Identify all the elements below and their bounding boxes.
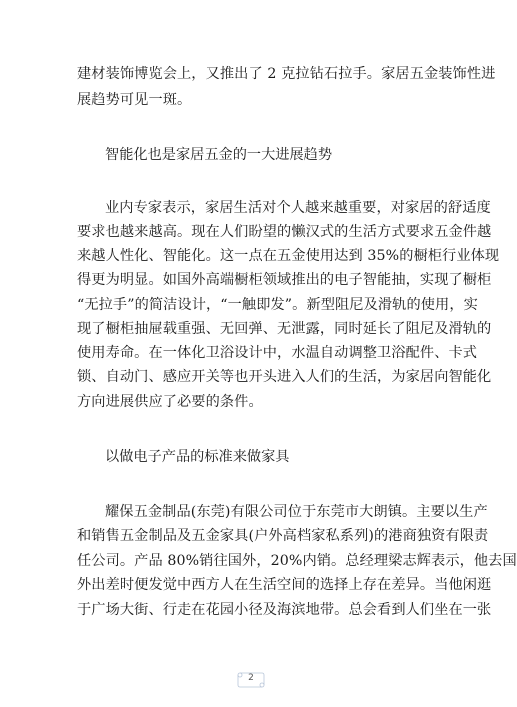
paragraph-3-line-1: 耀保五金制品(东莞)有限公司位于东莞市大朗镇。主要以生产	[105, 504, 488, 520]
paragraph-2-line-3: 来越人性化、智能化。这一点在五金使用达到 35%的橱柜行业体现	[77, 248, 500, 264]
paragraph-2-line-4: 得更为明显。如国外高端橱柜领域推出的电子智能抽，实现了橱柜	[77, 272, 492, 288]
paragraph-2-line-7: 使用寿命。在一体化卫浴设计中，水温自动调整卫浴配件、卡式	[77, 345, 478, 361]
paragraph-1-line-2: 展趋势可见一斑。	[77, 92, 192, 108]
paragraph-2-line-8: 锁、自动门、感应开关等也开头进入人们的生活，为家居向智能化	[77, 369, 492, 385]
paragraph-2-line-5: “无拉手”的简洁设计，“一触即发”。新型阻尼及滑轨的使用，实	[77, 297, 478, 313]
section-heading-intelligent: 智能化也是家居五金的一大进展趋势	[105, 147, 333, 163]
paragraph-2-line-2: 要求也越来越高。现在人们盼望的懒汉式的生活方式要求五金件越	[77, 224, 492, 240]
paragraph-2-line-9: 方向进展供应了必要的条件。	[77, 394, 263, 410]
paragraph-3-line-2: 和销售五金制品及五金家具(户外高档家私系列)的港商独资有限责	[77, 528, 489, 544]
paragraph-2-line-1: 业内专家表示，家居生活对个人越来越重要，对家居的舒适度	[105, 200, 491, 216]
paragraph-3-line-4: 外出差时便发觉中西方人在生活空间的选择上存在差异。当他闲逛	[77, 577, 492, 593]
page-number-badge	[236, 670, 266, 690]
page-number: 2	[248, 673, 254, 683]
paragraph-3-line-3: 任公司。产品 80%销往国外，20%内销。总经理梁志辉表示，他去国	[77, 553, 517, 569]
paragraph-2-line-6: 现了橱柜抽屉载重强、无回弹、无泄露，同时延长了阻尼及滑轨的	[77, 321, 492, 337]
paragraph-3-line-5: 于广场大街、行走在花园小径及海滨地带。总会看到人们坐在一张	[77, 602, 492, 618]
paragraph-1-line-1: 建材装饰博览会上，又推出了 2 克拉钻石拉手。家居五金装饰性进	[77, 66, 496, 82]
section-heading-electronic-standard: 以做电子产品的标准来做家具	[105, 449, 290, 465]
